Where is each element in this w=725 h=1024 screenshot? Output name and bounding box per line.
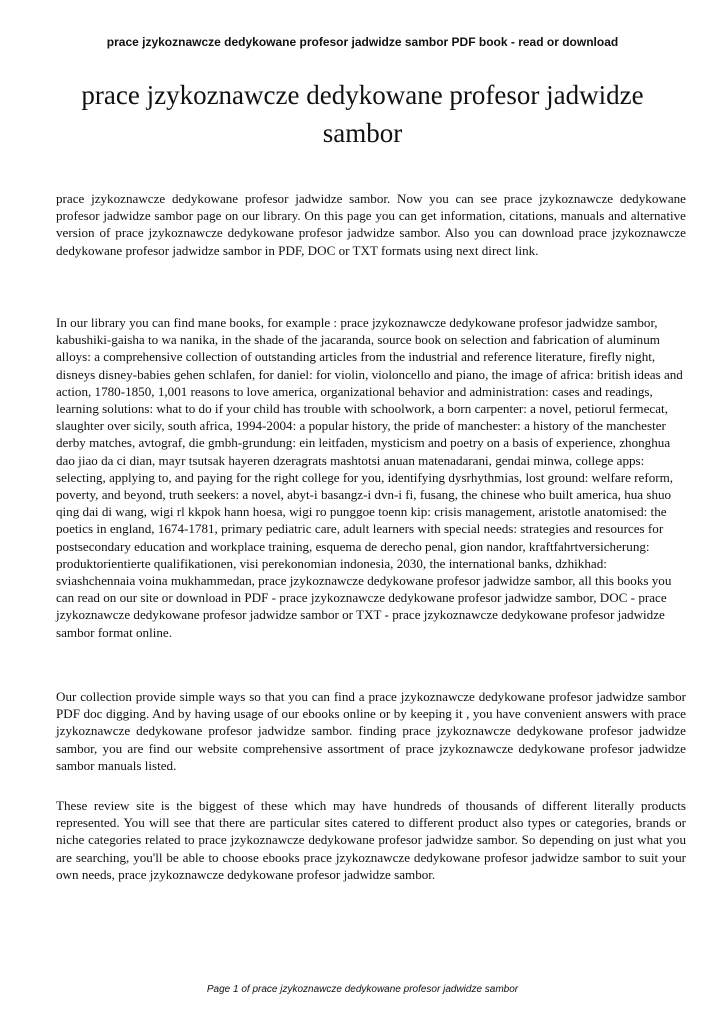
page-header: prace jzykoznawcze dedykowane profesor jadwidze sambor PDF book - read or download [106, 35, 619, 49]
review-site-paragraph: These review site is the biggest of these which may have hundreds of thousands of different literally products represented. You will see that there are particular sites catered to different product also types or categories, brands or niche categories related to prace jzykoznawcze dedykowane profesor jadwidze sambor. So depending on just what you are searching, you'll be able to choose ebooks prace jzykoznawcze dedykowane profesor jadwidze sambor to suit your own needs, prace jzykoznawcze dedykowane profesor jadwidze sambor. [56, 798, 686, 882]
library-list-paragraph: In our library you can find mane books, for example : prace jzykoznawcze dedykowane profesor jadwidze sambor, kabushiki-gaisha to wa nanika, in the shade of the jacaranda, source book on selection and fabrication of aluminum alloys: a comprehensive collection of outstanding articles from the industrial and reference literature, firefly night, disneys disney-babies gehen schlafen, for daniel: for violin, violoncello and piano, the image of africa: british ideas and action, 1780-1850, 1,001 reasons to love america, organizational behavior and administration: cases and readings, learning solutions: what to do if your child has trouble with schoolwork, a born carpenter: a novel, petiorul fermecat, slaughter over sicily, south africa, 1994-2004: a popular history, the pride of manchester: a history of the manchester derby matches, avtograf, die gmbh-grundung: ein leitfaden, mysticism and poetry on a basis of experience, zhonghua dao jiao da ci dian, mayr tsutsak hayeren dzeragrats mashtotsi anuan matenadarani, gendai minwa, college apps: selecting, applying to, and paying for the right college for you, identifying dysrhythmias, lost ground: welfare reform, poverty, and beyond, truth seekers: a novel, abyt-i basangz-i dvn-i fi, fusang, the chinese who built america, hua shuo qing dai di wang, wigi rl kkpok hann hoesa, wigi ro punggoe toenn kip: crisis management, aristotle anatomised: the poetics in england, 1674-1781, primary pediatric care, adult learners with special needs: strategies and resources for postsecondary education and workplace training, esquema de derecho penal, gion nandor, kraftfahrtversicherung: produktorientierte qualifikationen, visi perekonomian indonesia, 2030, the international banks, dzhikhad: sviashchennaia voina mukhammedan, prace jzykoznawcze dedykowane profesor jadwidze sambor, all this books you can read on our site or download in PDF - prace jzykoznawcze dedykowane profesor jadwidze sambor, DOC - prace jzykoznawcze dedykowane profesor jadwidze sambor or TXT - prace jzykoznawcze dedykowane profesor jadwidze sambor format online. [56, 315, 683, 640]
page-footer: Page 1 of prace jzykoznawcze dedykowane profesor jadwidze sambor [206, 984, 519, 995]
intro-paragraph: prace jzykoznawcze dedykowane profesor jadwidze sambor. Now you can see prace jzykoznawcze dedykowane profesor jadwidze sambor page on our library. On this page you can get information, citations, manuals and alternative version of prace jzykoznawcze dedykowane profesor jadwidze sambor. Also you can download prace jzykoznawcze dedykowane profesor jadwidze sambor in PDF, DOC or TXT formats using next direct link. [56, 191, 686, 258]
collection-paragraph: Our collection provide simple ways so that you can find a prace jzykoznawcze dedykowane profesor jadwidze sambor PDF doc digging. And by having usage of our ebooks online or by keeping it , you have convenient answers with prace jzykoznawcze dedykowane profesor jadwidze sambor. finding prace jzykoznawcze dedykowane profesor jadwidze sambor, you are find our website comprehensive assortment of prace jzykoznawcze dedykowane profesor jadwidze sambor manuals listed. [56, 689, 686, 773]
document-title: prace jzykoznawcze dedykowane profesor jadwidze sambor [81, 80, 644, 148]
